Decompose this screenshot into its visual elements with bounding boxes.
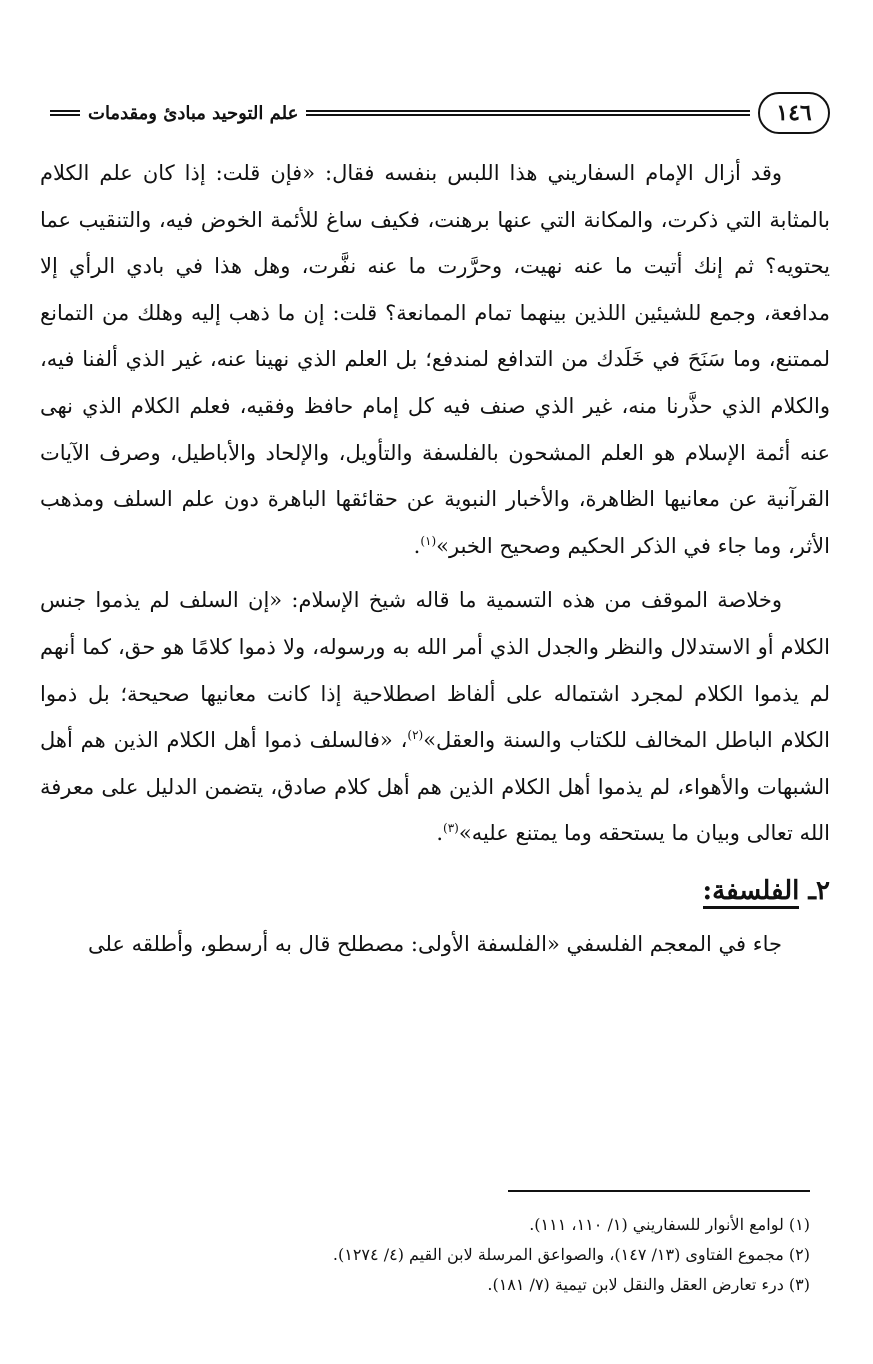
footnote-ref-3: (٣) [443,821,459,836]
footnote-1: (١) لوامع الأنوار للسفاريني (١/ ١١٠، ١١١). [529,1215,810,1234]
paragraph-1-text: وقد أزال الإمام السفاريني هذا اللبس بنفسه فقال: «فإن قلت: إذا كان علم الكلام بالمثابة التي ذكرت، والمكانة التي عنها برهنت، فكيف ساغ للأئمة الخوض فيه، والتنقيب عما يحتويه؟ ثم إنك أتيت ما عنه نهيت، وحرَّرت ما عنه نفَّرت، وهل هذا في بادي الرأي إلا مدافعة، وجمع للشيئين اللذين بينهما تمام الممانعة؟ قلت: إن ما ذهب إليه وهلك من التمانع لممتنع، وما سَنَحَ في خَلَدك من التدافع لمندفع؛ بل العلم الذي نهينا عنه، غير الذي ألفنا فيه، والكلام الذي حذَّرنا منه، غير الذي صنف فيه كل إمام حافظ وفقيه، فعلم الكلام الذي نهى عنه أئمة الإسلام هو العلم المشحون بالفلسفة والتأويل، والإلحاد والأباطيل، وصرف الآيات القرآنية عن معانيها الظاهرة، والأخبار النبوية عن حقائقها الباهرة دون علم السلف ومذهب الأثر، وما جاء في الذكر الحكيم وصحيح الخبر» [40,161,830,558]
paragraph-2: وخلاصة الموقف من هذه التسمية ما قاله شيخ الإسلام: «إن السلف لم يذموا جنس الكلام أو الاستدلال والنظر والجدل الذي أمر الله به ورسوله، ولا ذموا كلامًا هو حق، كما أنهم لم يذموا الكلام لمجرد اشتماله على ألفاظ اصطلاحية إذا كانت معانيها صحيحة؛ بل ذموا الكلام الباطل المخالف للكتاب والسنة والعقل»$^{(٢)}$، «فالسلف ذموا أهل الكلام الذين هم أهل الشبهات والأهواء، لم يذموا أهل الكلام الذين هم أهل كلام صادق، يتضمن الدليل على معرفة الله تعالى وبيان ما يستحقه وما يمتنع عليه»$^{(٣)}$. [40,588,830,846]
running-title [50,96,750,130]
footnote-2: (٢) مجموع الفتاوى (١٣/ ١٤٧)، والصواعق المرسلة لابن القيم (٤/ ١٢٧٤). [332,1245,810,1264]
section-title: الفلسفة: [703,876,800,909]
paragraph-2-text: وخلاصة الموقف من هذه التسمية ما قاله شيخ الإسلام: «إن السلف لم يذموا جنس الكلام أو الاستدلال والنظر والجدل الذي أمر الله به ورسوله، ولا ذموا كلامًا هو حق، كما أنهم لم يذموا الكلام لمجرد اشتماله على ألفاظ اصطلاحية إذا كانت معانيها صحيحة؛ بل ذموا الكلام الباطل المخالف للكتاب والسنة والعقل» [40,588,830,753]
book-title: علم التوحيد مبادئ ومقدمات [88,102,299,124]
footnote-3: (٣) درء تعارض العقل والنقل لابن تيمية (٧/ ١٨١). [487,1275,810,1294]
paragraph-3 [40,921,830,968]
page-number-badge [758,92,830,134]
footnote-ref-1: (١) [420,533,437,548]
header-rule-left [50,110,80,116]
section-heading [40,867,830,915]
page-number: ١٤٦ [776,100,812,126]
paragraph-2-continuation: ، «فالسلف ذموا أهل الكلام الذين هم أهل الشبهات والأهواء، لم يذموا أهل الكلام الذين هم أهل كلام صادق، يتضمن الدليل على معرفة الله تعالى وبيان ما يستحقه وما يمتنع عليه» [40,728,830,846]
paragraph-3-text: جاء في المعجم الفلسفي «الفلسفة الأولى: مصطلح قال به أرسطو، وأطلقه على [87,931,782,956]
section-number: ٢ـ [808,875,830,906]
page-header [40,92,830,140]
footnote-ref-2: (٢) [407,728,424,743]
footnotes [40,1210,810,1300]
paragraph-1: وقد أزال الإمام السفاريني هذا اللبس بنفسه فقال: «فإن قلت: إذا كان علم الكلام بالمثابة التي ذكرت، والمكانة التي عنها برهنت، فكيف ساغ للأئمة الخوض فيه، والتنقيب عما يحتويه؟ ثم إنك أتيت ما عنه نهيت، وحرَّرت ما عنه نفَّرت، وهل هذا في بادي الرأي إلا مدافعة، وجمع للشيئين اللذين بينهما تمام الممانعة؟ قلت: إن ما ذهب إليه وهلك من التمانع لممتنع، وما سَنَحَ في خَلَدك من التدافع لمندفع؛ بل العلم الذي نهينا عنه، غير الذي ألفنا فيه، والكلام الذي حذَّرنا منه، غير الذي صنف فيه كل إمام حافظ وفقيه، فعلم الكلام الذي نهى عنه أئمة الإسلام هو العلم المشحون بالفلسفة والتأويل، والإلحاد والأباطيل، وصرف الآيات القرآنية عن معانيها الظاهرة، والأخبار النبوية عن حقائقها الباهرة دون علم السلف ومذهب الأثر، وما جاء في الذكر الحكيم وصحيح الخبر»$^{(١)}$. [40,161,830,558]
body-text [40,150,830,968]
footnote-separator [508,1190,810,1192]
header-rule-right [306,110,750,116]
